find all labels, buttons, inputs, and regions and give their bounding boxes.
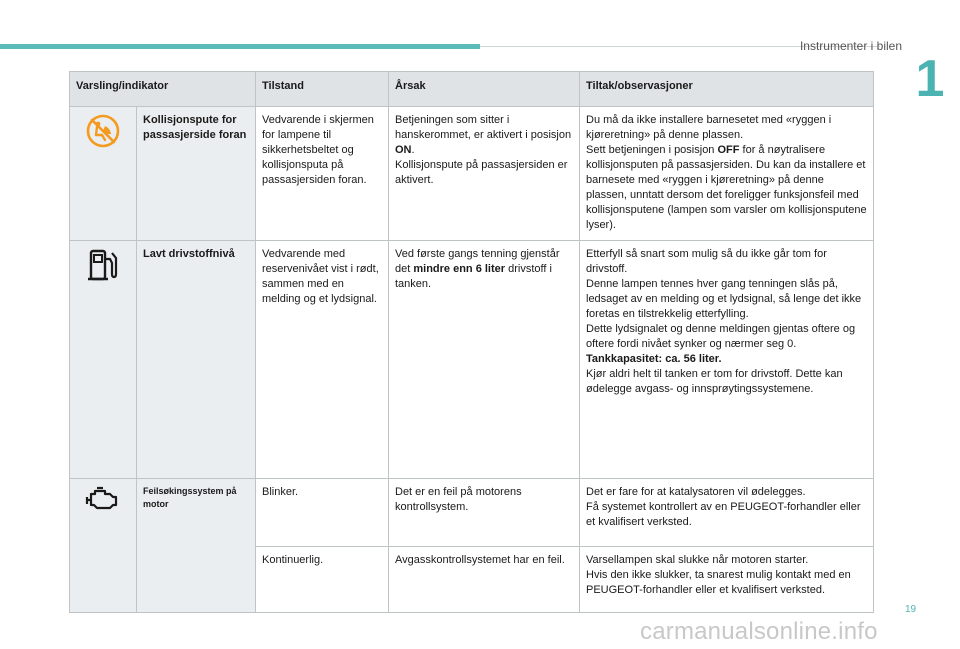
table-header-row xyxy=(70,72,874,107)
action-text: Dette lydsignalet og denne meldingen gjentas oftere og oftere fordi nivået synker og nærmer seg 0. xyxy=(586,323,856,350)
state-cell: Vedvarende med reservenivået vist i rødt, sammen med en melding og et lydsignal. xyxy=(256,241,389,479)
action-text: Hvis den ikke slukker, ta snarest mulig kontakt med en PEUGEOT-forhandler eller et kvalifisert verksted. xyxy=(586,569,851,596)
table-row xyxy=(70,107,874,241)
column-header: Tiltak/observasjoner xyxy=(580,72,874,107)
action-text: Få systemet kontrollert av en PEUGEOT-forhandler eller et kvalifisert verksted. xyxy=(586,501,861,528)
action-text: Etterfyll så snart som mulig så du ikke går tom for drivstoff. xyxy=(586,248,827,275)
fuel-pump-icon xyxy=(86,247,120,288)
action-text: Du må da ikke installere barnesetet med «ryggen i kjøreretning» på denne plassen. xyxy=(586,114,832,141)
table-row xyxy=(70,241,874,479)
state-cell: Vedvarende i skjermen for lampene til sikkerhetsbeltet og kollisjonsputa på passasjersiden foran. xyxy=(256,107,389,241)
indicator-icon-cell xyxy=(70,241,137,479)
action-text: Denne lampen tennes hver gang tenningen slås på, ledsaget av en melding og et lydsignal, så lenge det ikke foretas en tilstrekkelig etterfylling. xyxy=(586,278,862,320)
state-cell: Blinker. xyxy=(256,479,389,547)
action-cell xyxy=(580,479,874,547)
cause-emphasis: ON xyxy=(395,144,412,156)
cause-cell xyxy=(389,107,580,241)
action-text: Det er fare for at katalysatoren vil ødelegges. xyxy=(586,486,806,498)
action-text: Sett betjeningen i posisjon xyxy=(586,144,718,156)
state-cell: Kontinuerlig. xyxy=(256,547,389,613)
cause-text: drivstoff i tanken. xyxy=(395,263,552,290)
cause-text: Ved første gangs tenning gjenstår det xyxy=(395,248,560,275)
column-header: Varsling/indikator xyxy=(70,72,256,107)
action-text: Varsellampen skal slukke når motoren starter. xyxy=(586,554,809,566)
action-cell xyxy=(580,107,874,241)
airbag-off-icon xyxy=(85,113,121,154)
indicator-name: Feilsøkingssystem på motor xyxy=(137,479,256,613)
action-emphasis: OFF xyxy=(717,144,740,156)
column-header: Tilstand xyxy=(256,72,389,107)
engine-icon xyxy=(85,485,121,516)
cause-cell: Det er en feil på motorens kontrollsystem. xyxy=(389,479,580,547)
action-cell xyxy=(580,241,874,479)
warning-lights-table xyxy=(69,71,874,613)
action-cell xyxy=(580,547,874,613)
tank-capacity: Tankkapasitet: ca. 56 liter. xyxy=(586,353,722,365)
cause-cell xyxy=(389,241,580,479)
cause-emphasis: mindre enn 6 liter xyxy=(413,263,506,275)
cause-cell: Avgasskontrollsystemet har en feil. xyxy=(389,547,580,613)
header-accent-bar xyxy=(0,44,480,49)
chapter-number: 1 xyxy=(915,50,945,108)
cause-text: . xyxy=(411,144,415,156)
indicator-icon-cell xyxy=(70,107,137,241)
table-row xyxy=(70,479,874,547)
indicator-icon-cell xyxy=(70,479,137,613)
cause-text: Kollisjonspute på passasjersiden er aktivert. xyxy=(395,159,568,186)
column-header: Årsak xyxy=(389,72,580,107)
action-text: for å nøytralisere kollisjonsputen på passasjersiden. Du kan da installere et barnesete med «ryggen i kjøreretning» på denne plassen, unntatt dersom det foreligger funksjonsfeil med kollisjonsputene (lampen som varsler om kollisjonsputene lyser). xyxy=(586,144,867,231)
cause-text: Betjeningen som sitter i hanskerommet, er aktivert i posisjon xyxy=(395,114,572,141)
indicator-name: Kollisjonspute for passasjerside foran xyxy=(137,107,256,241)
watermark: carmanualsonline.info xyxy=(640,618,878,645)
indicator-name: Lavt drivstoffnivå xyxy=(137,241,256,479)
section-title: Instrumenter i bilen xyxy=(799,39,902,53)
action-text: Kjør aldri helt til tanken er tom for drivstoff. Dette kan ødelegge avgass- og innsprøytingssystemene. xyxy=(586,368,843,395)
page-number: 19 xyxy=(905,604,917,615)
